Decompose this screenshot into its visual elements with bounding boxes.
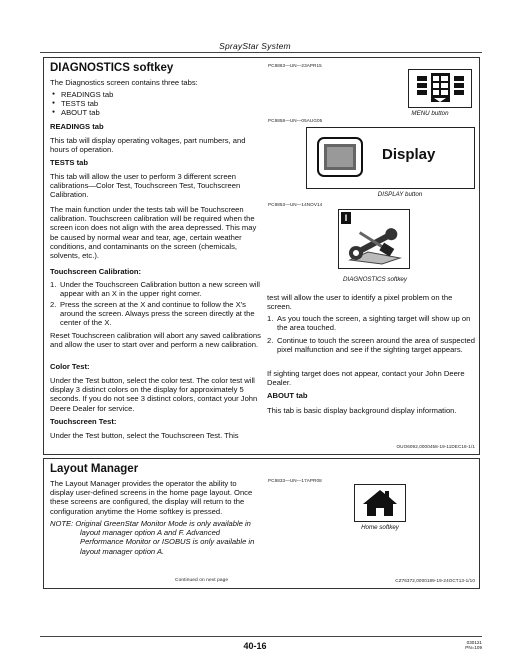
- figure-caption-home: Home softkey: [361, 524, 399, 531]
- list-item: ● ABOUT tab: [50, 108, 250, 117]
- figure-ref-menu: PC8863—UN—23APR15: [268, 63, 322, 68]
- footer-code-line: PN=109: [465, 645, 482, 651]
- layout-manager-doc-code: CZ76372,0000189-19-24OCT13-1/10: [395, 578, 475, 583]
- list-item: 2. Continue to touch the screen around the area of suspected pixel malfunction and see if the sighting target appears.: [267, 336, 475, 355]
- footer-divider: [40, 636, 482, 637]
- readings-heading: READINGS tab: [50, 122, 104, 131]
- home-softkey-figure: [354, 484, 406, 522]
- main-function-text: The main function under the tests tab will be Touchscreen calibration. Touchscreen calibration will be required when the screen icon does not align with the area depressed. This may be caused by normal wear and tear, age, certain weather conditions, and contaminants on the screen (chemicals, solvents, etc.).: [50, 205, 257, 261]
- calibration-heading: Touchscreen Calibration:: [50, 267, 141, 276]
- list-item: ● TESTS tab: [50, 99, 250, 108]
- continued-note: Continued on next page: [175, 578, 229, 583]
- figure-ref-home: PC8833—UN—17APR08: [268, 478, 322, 483]
- diagnostics-heading: DIAGNOSTICS softkey: [50, 62, 174, 74]
- test-steps: [267, 314, 475, 370]
- display-button-figure: [306, 127, 475, 189]
- color-test-heading: Color Test:: [50, 362, 90, 371]
- about-text: This tab is basic display background display information.: [267, 406, 457, 415]
- wrench-screwdriver-icon: [346, 224, 404, 266]
- sighting-text: If sighting target does not appear, contact your John Deere Dealer.: [267, 369, 465, 388]
- display-label: Display: [382, 146, 436, 163]
- menu-grid-icon: [409, 70, 471, 107]
- page-number: 40-16: [243, 641, 267, 651]
- figure-caption-display: DISPLAY button: [377, 191, 423, 198]
- tests-heading: TESTS tab: [50, 158, 88, 167]
- figure-ref-diagnostics: PC8853—UN—14NOV14: [268, 202, 323, 207]
- about-heading: ABOUT tab: [267, 391, 308, 400]
- diagnostics-softkey-figure: [338, 209, 410, 269]
- calibration-steps: [50, 280, 262, 330]
- note-line: NOTE: Original GreenStar Monitor Mode is only available in: [50, 519, 251, 528]
- color-test-text: Under the Test button, select the color test. The color test will display 3 distinct colors on the display for approximately 5 seconds. If you do not see 3 distinct colors, contact your John Deere Dealer for service.: [50, 376, 258, 413]
- readings-text: This tab will display operating voltages, part numbers, and hours of operation.: [50, 136, 246, 155]
- note-line: Performance Monitor or ISOBUS is only available in: [80, 537, 255, 547]
- touchscreen-test-text: Under the Test button, select the Touchscreen Test. This: [50, 431, 239, 440]
- figure-caption-menu: MENU button: [411, 110, 449, 117]
- layout-manager-note: [50, 519, 265, 556]
- layout-manager-heading: Layout Manager: [50, 463, 139, 475]
- monitor-icon: [316, 136, 364, 180]
- diagnostics-doc-code: OUO6092,0000458-19-11DEC18-1/1: [396, 444, 475, 449]
- page-header-title: SprayStar System: [219, 41, 291, 51]
- footer-code: [440, 640, 482, 651]
- figure-caption-diagnostics: DIAGNOSTICS softkey: [343, 276, 407, 283]
- footer-code-line: 030121: [466, 640, 482, 645]
- note-line: layout manager option A and F. Advanced: [80, 528, 221, 538]
- header-divider: [40, 52, 482, 53]
- list-item: 1. As you touch the screen, a sighting target will show up on the area touched.: [267, 314, 471, 333]
- layout-manager-text: The Layout Manager provides the operator the ability to display user-defined screens in the home page layout. Once these screens are configured, the display will return to the configuration anytime the Home softkey is pressed.: [50, 479, 253, 516]
- list-item: ● READINGS tab: [50, 90, 250, 99]
- diagnostics-tabs-list: [50, 90, 250, 118]
- tests-text: This tab will allow the user to perform 3 different screen calibrations—Color Test, Touchscreen Test, Touchscreen Calibration.: [50, 172, 241, 200]
- touchscreen-test-heading: Touchscreen Test:: [50, 417, 117, 426]
- touchscreen-test-continued: test will allow the user to identify a pixel problem on the screen.: [267, 293, 453, 312]
- reset-text: Reset Touchscreen calibration will abort any saved calibrations and allow the user to start over and perform a new calibration.: [50, 331, 261, 350]
- list-item: 1. Under the Touchscreen Calibration button a new screen will appear with an X in the upper right corner.: [50, 280, 260, 299]
- note-line: layout manager option A.: [80, 546, 165, 556]
- home-icon: [355, 485, 405, 521]
- menu-button-figure: [408, 69, 472, 108]
- list-item: 2. Press the screen at the X and continue to follow the X's around the screen. Always press the screen directly at the center of the X.: [50, 300, 255, 328]
- figure-ref-display: PC8858—UN—05AUG05: [268, 118, 323, 123]
- diagnostics-intro: The Diagnostics screen contains three tabs:: [50, 78, 198, 87]
- diagnostics-badge: I: [341, 212, 351, 224]
